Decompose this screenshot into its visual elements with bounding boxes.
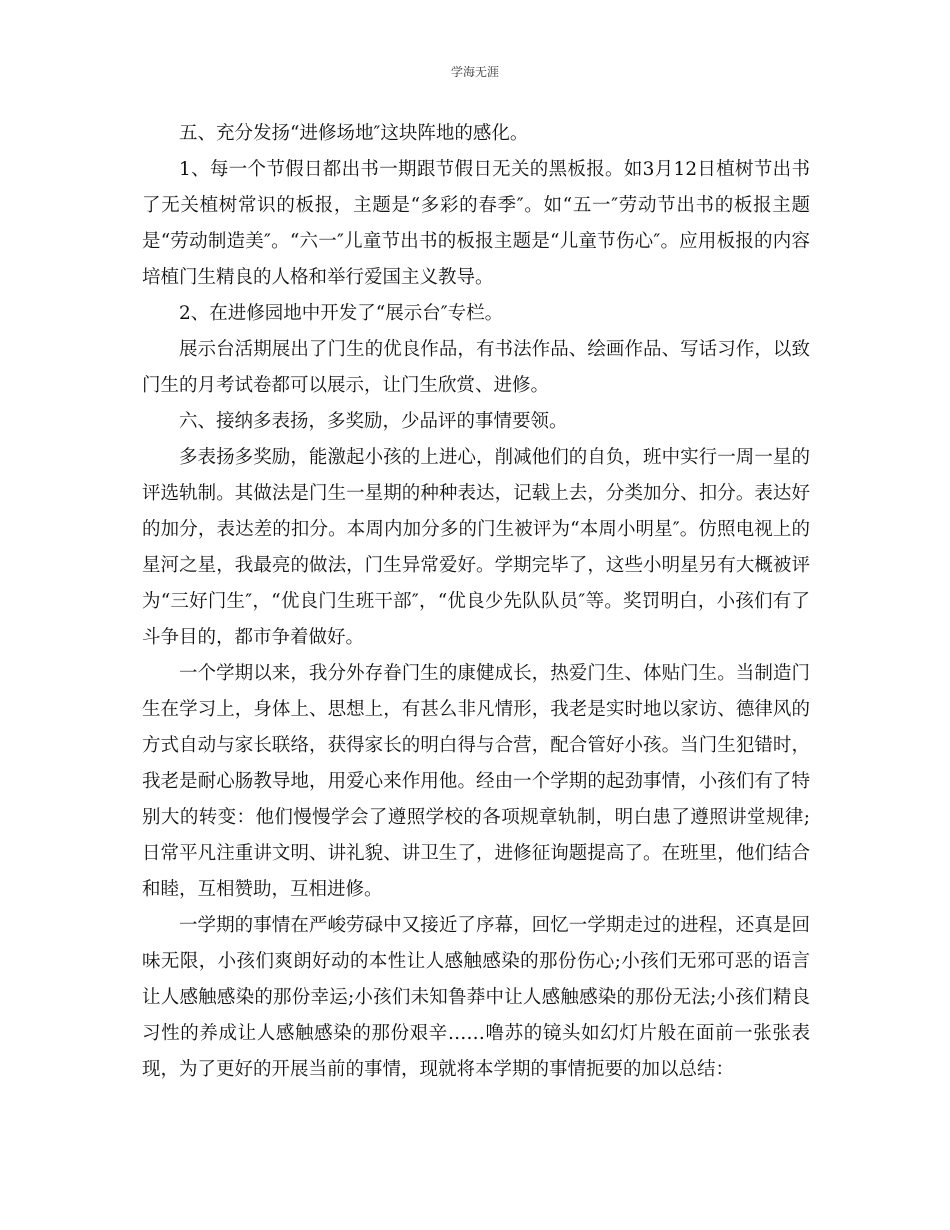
paragraph: 一个学期以来，我分外存眷门生的康健成长，热爱门生、体贴门生。当制造门生在学习上，身体上、思想上，有甚么非凡情形，我老是实时地以家访、德律风的方式自动与家长联络，获得家长的明白得与合营，配合管好小孩。当门生犯错时，我老是耐心肠教导地，用爱心来作用他。经由一个学期的起劲事情，小孩们有了特别大的转变：他们慢慢学会了遵照学校的各项规章轨制，明白患了遵照讲堂规律;日常平凡注重讲文明、讲礼貌、讲卫生了，进修征询题提高了。在班里，他们结合和睦，互相赞助，互相进修。 [142,663,810,900]
paragraph: 展示台活期展出了门生的优良作品，有书法作品、绘画作品、写话习作，以致门生的月考试卷都可以展示，让门生欣赏、进修。 [142,339,810,396]
paragraph: 五、充分发扬“进修场地″这块阵地的感化。 [179,123,529,144]
paragraph: 多表扬多奖励，能激起小孩的上进心，削减他们的自负，班中实行一周一星的评选轨制。其做法是门生一星期的种种表达，记载上去，分类加分、扣分。表达好的加分，表达差的扣分。本周内加分多的门生被评为“本周小明星″。仿照电视上的星河之星，我最亮的做法，门生异常爱好。学期完毕了，这些小明星另有大概被评为“三好门生″，“优良门生班干部″，“优良少先队队员″等。奖罚明白，小孩们有了斗争目的，都市争着做好。 [142,447,810,648]
paragraph: 六、接纳多表扬，多奖励，少品评的事情要领。 [179,411,568,432]
paragraph: 一学期的事情在严峻劳碌中又接近了序幕，回忆一学期走过的进程，还真是回味无限，小孩们爽朗好动的本性让人感触感染的那份伤心;小孩们无邪可恶的语言让人感触感染的那份幸运;小孩们未知鲁莽中让人感触感染的那份无法;小孩们精良习性的养成让人感触感染的那份艰辛……噜苏的镜头如幻灯片般在面前一张张表现，为了更好的开展当前的事情，现就将本学期的事情扼要的加以总结： [142,915,810,1080]
paragraph: 1、每一个节假日都出书一期跟节假日无关的黑板报。如3月12日植树节出书了无关植树常识的板报，主题是“多彩的春季″。如“五一″劳动节出书的板报主题是“劳动制造美″。“六一″儿童节出书的板报主题是“儿童节伤心″。应用板报的内容培植门生精良的人格和举行爱国主义教导。 [142,159,810,288]
page-header: 学海无涯 [450,65,499,79]
paragraph: 2、在进修园地中开发了“展示台″专栏。 [179,303,504,324]
document-body [142,116,810,1088]
